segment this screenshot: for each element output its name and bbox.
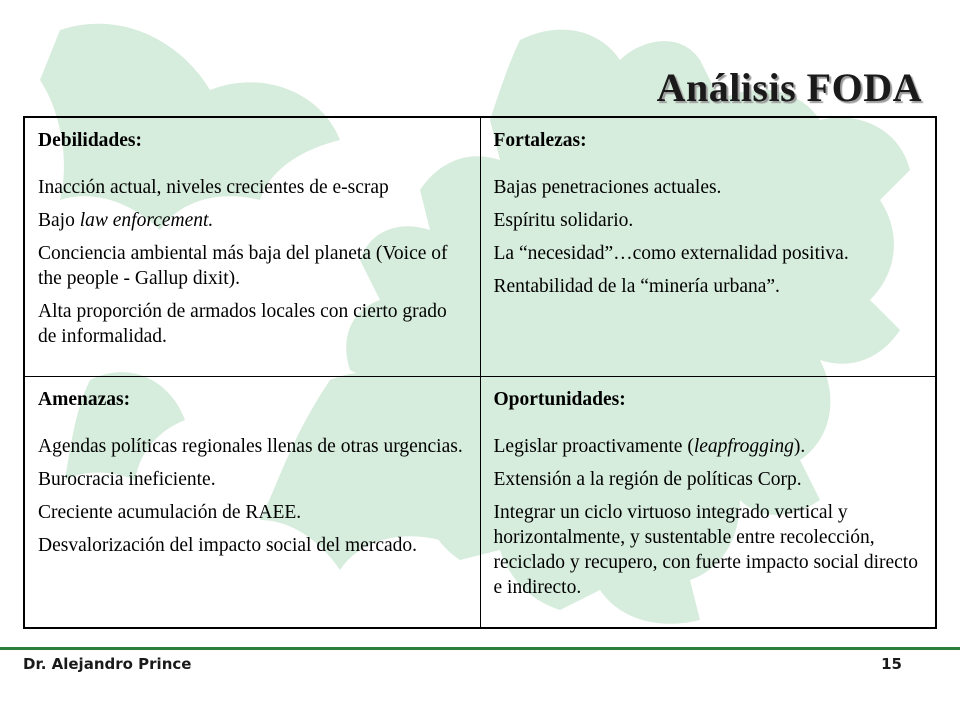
threats-list: [38, 434, 468, 558]
list-item: Inacción actual, niveles crecientes de e-scrap: [38, 177, 389, 198]
list-item: Burocracia ineficiente.: [38, 469, 216, 491]
list-item: Conciencia ambiental más baja del planeta (Voice of the people - Gallup dixit).: [38, 243, 448, 289]
weaknesses-heading: Debilidades:: [38, 130, 143, 151]
opportunities-heading: Oportunidades:: [493, 389, 626, 411]
list-item: Bajo law enforcement.: [38, 210, 214, 231]
list-item: Integrar un ciclo virtuoso integrado vertical y horizontalmente, y sustentable entre recolección, reciclado y recupero, con fuerte impacto social directo e indirecto.: [493, 502, 918, 599]
strengths-heading: Fortalezas:: [493, 130, 587, 151]
strengths-cell: [480, 117, 936, 377]
page-title: Análisis FODA: [656, 65, 922, 110]
emphasis: law enforcement.: [79, 210, 214, 231]
emphasis: leapfrogging: [693, 436, 794, 458]
strengths-list: [494, 175, 924, 299]
list-item: Desvalorización del impacto social del mercado.: [38, 535, 418, 557]
list-item: Bajas penetraciones actuales.: [493, 177, 722, 198]
list-item: Alta proporción de armados locales con cierto grado de informalidad.: [38, 301, 447, 347]
foda-table: [23, 116, 937, 629]
opportunities-cell: [480, 377, 936, 628]
list-item: Creciente acumulación de RAEE.: [38, 502, 302, 524]
page-number: 15: [881, 655, 902, 673]
threats-heading: Amenazas:: [38, 389, 131, 411]
weaknesses-list: [38, 175, 468, 349]
opportunities-list: [494, 434, 924, 600]
weaknesses-cell: [24, 117, 480, 377]
footer-author: Dr. Alejandro Prince: [23, 655, 192, 673]
list-item: La “necesidad”…como externalidad positiva.: [493, 243, 849, 264]
threats-cell: [24, 377, 480, 628]
list-item: Legislar proactivamente (leapfrogging).: [493, 436, 806, 458]
list-item: Extensión a la región de políticas Corp.: [493, 469, 802, 491]
list-item: Espíritu solidario.: [493, 210, 634, 231]
list-item: Rentabilidad de la “minería urbana”.: [493, 276, 780, 297]
list-item: Agendas políticas regionales llenas de otras urgencias.: [38, 436, 463, 458]
footer-divider: [0, 647, 960, 650]
